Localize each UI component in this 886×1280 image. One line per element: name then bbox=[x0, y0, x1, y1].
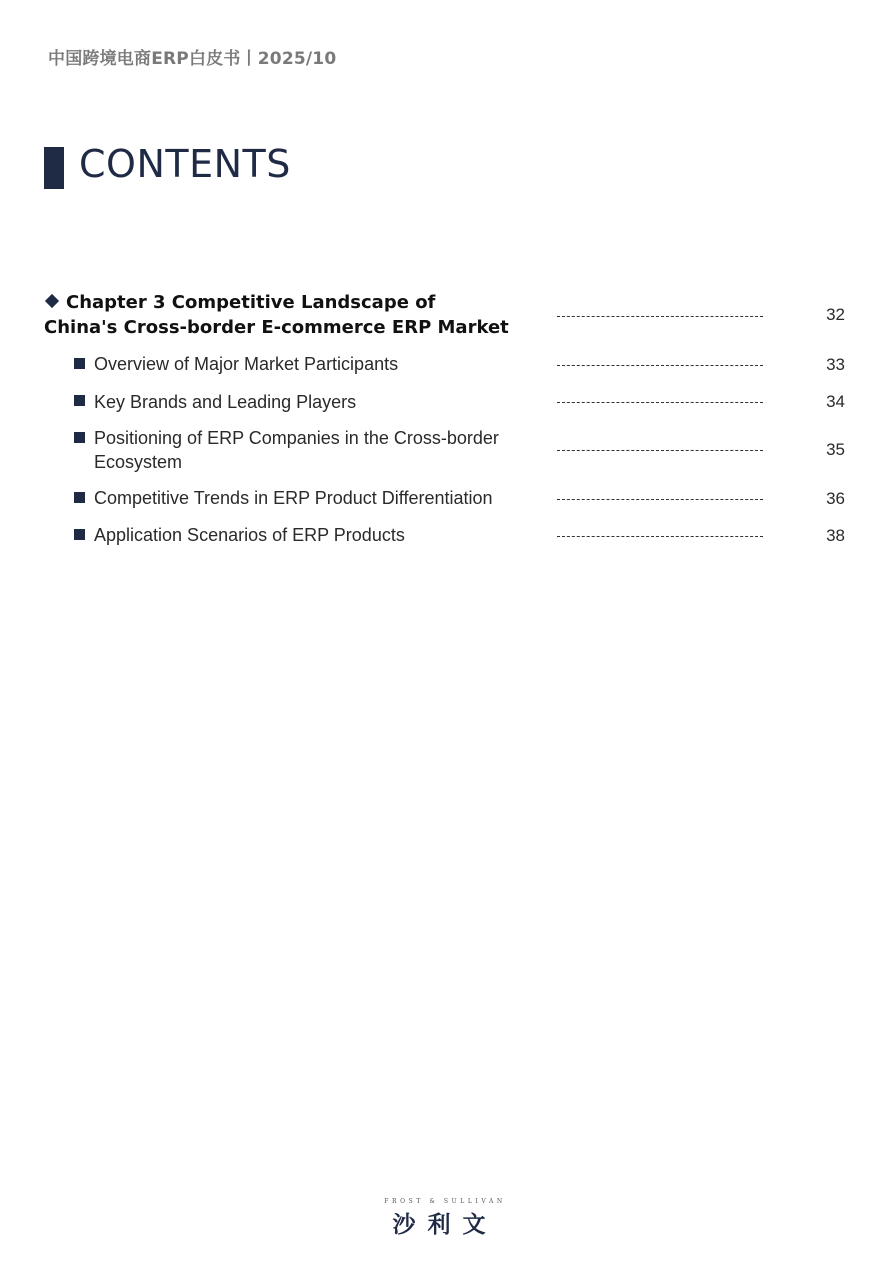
toc-leader-dots bbox=[557, 365, 763, 366]
toc-leader-dots bbox=[557, 402, 763, 403]
contents-title: CONTENTS bbox=[79, 142, 291, 186]
running-header: 中国跨境电商ERP白皮书丨2025/10 bbox=[48, 49, 337, 69]
toc-page-number: 34 bbox=[826, 392, 845, 411]
toc-section-label: Competitive Trends in ERP Product Differentiation bbox=[94, 488, 493, 508]
toc-section-label: Key Brands and Leading Players bbox=[94, 392, 357, 412]
toc-leader-dots bbox=[557, 316, 763, 317]
toc-page-number: 32 bbox=[826, 305, 845, 324]
square-bullet-icon bbox=[74, 395, 85, 406]
toc-page-number: 36 bbox=[826, 489, 845, 508]
square-bullet-icon bbox=[74, 432, 85, 443]
diamond-icon bbox=[45, 294, 59, 308]
toc-section-label: Application Scenarios of ERP Products bbox=[94, 525, 405, 545]
toc-leader-dots bbox=[557, 536, 763, 537]
logo-english-text: FROST & SULLIVAN bbox=[384, 1198, 506, 1205]
toc-section-label: Overview of Major Market Participants bbox=[94, 354, 399, 374]
toc-page-number: 33 bbox=[826, 355, 845, 374]
square-bullet-icon bbox=[74, 492, 85, 503]
toc-section-label: Positioning of ERP Companies in the Cross-border Ecosystem bbox=[94, 428, 499, 472]
square-bullet-icon bbox=[74, 358, 85, 369]
toc-leader-dots bbox=[557, 450, 763, 451]
contents-accent-bar bbox=[44, 147, 64, 189]
toc-chapter-text bbox=[44, 290, 514, 340]
toc-chapter-label: Chapter 3 Competitive Landscape of China's Cross-border E-commerce ERP Market bbox=[44, 292, 509, 338]
toc-leader-dots bbox=[557, 499, 763, 500]
toc-page-number: 35 bbox=[826, 440, 845, 459]
frost-sullivan-logo bbox=[380, 1198, 510, 1238]
square-bullet-icon bbox=[74, 529, 85, 540]
toc-page-number: 38 bbox=[826, 526, 845, 545]
logo-chinese-text: 沙利文 bbox=[392, 1212, 498, 1238]
